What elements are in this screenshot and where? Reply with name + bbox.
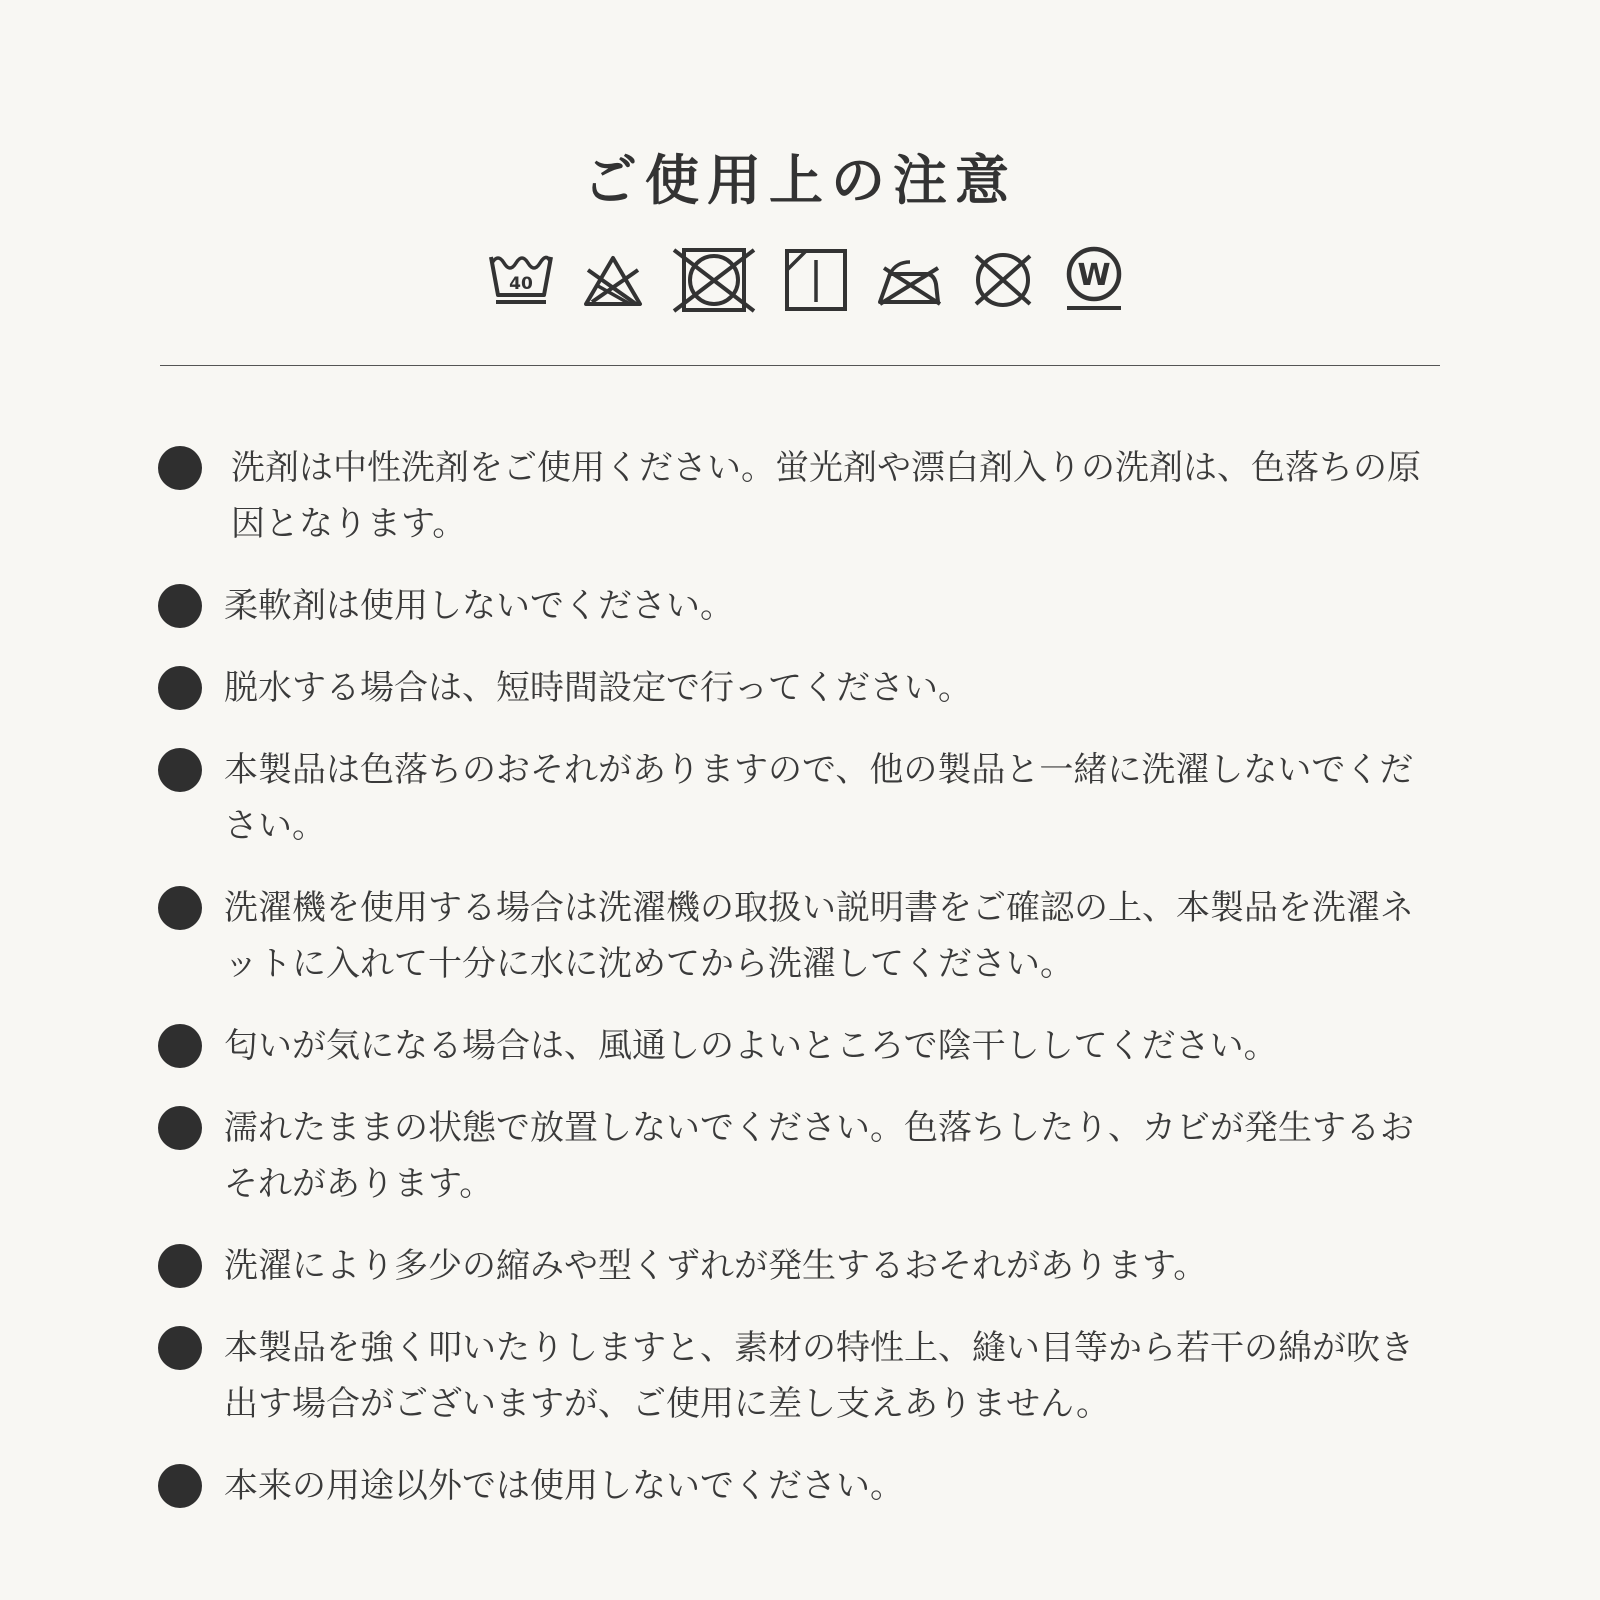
note-text: 洗剤は中性洗剤をご使用ください。蛍光剤や漂白剤入りの洗剤は、色落ちの原因となります。 bbox=[231, 448, 1421, 544]
bullet-icon bbox=[158, 1326, 202, 1370]
note-text: 本製品を強く叩いたりしますと、素材の特性上、縫い目等から若干の綿が吹き出す場合がございますが、ご使用に差し支えありません。 bbox=[224, 1328, 1414, 1424]
list-item bbox=[158, 742, 1442, 854]
bullet-icon bbox=[158, 886, 202, 930]
wash-temperature-label: 40 bbox=[509, 274, 533, 294]
list-item bbox=[158, 880, 1442, 992]
list-item bbox=[158, 1320, 1442, 1432]
no-tumble-dry-icon bbox=[672, 247, 756, 313]
list-item bbox=[158, 1100, 1442, 1212]
page-title: ご使用上の注意 bbox=[583, 148, 1017, 213]
note-text: 柔軟剤は使用しないでください。 bbox=[224, 586, 734, 626]
wet-clean-label: W bbox=[1077, 258, 1111, 293]
list-item bbox=[158, 440, 1442, 552]
no-bleach-icon bbox=[582, 252, 644, 308]
wet-clean-icon bbox=[1064, 246, 1124, 314]
care-symbols bbox=[488, 246, 1152, 314]
note-text: 洗濯機を使用する場合は洗濯機の取扱い説明書をご確認の上、本製品を洗濯ネットに入れて十分に水に沈めてから洗濯してください。 bbox=[224, 888, 1414, 984]
bullet-icon bbox=[158, 584, 202, 628]
note-text: 脱水する場合は、短時間設定で行ってください。 bbox=[224, 668, 972, 708]
notes-list bbox=[158, 440, 1442, 1540]
bullet-icon bbox=[158, 1024, 202, 1068]
note-text: 濡れたままの状態で放置しないでください。色落ちしたり、カビが発生するおそれがあります。 bbox=[224, 1108, 1414, 1204]
note-text: 本来の用途以外では使用しないでください。 bbox=[224, 1466, 904, 1506]
note-text: 匂いが気になる場合は、風通しのよいところで陰干ししてください。 bbox=[224, 1026, 1278, 1066]
bullet-icon bbox=[158, 1106, 202, 1150]
list-item bbox=[158, 1238, 1442, 1294]
note-text: 洗濯により多少の縮みや型くずれが発生するおそれがあります。 bbox=[224, 1246, 1208, 1286]
no-iron-icon bbox=[876, 254, 942, 306]
bullet-icon bbox=[158, 446, 202, 490]
line-dry-shade-icon bbox=[784, 248, 848, 312]
bullet-icon bbox=[158, 666, 202, 710]
bullet-icon bbox=[158, 1244, 202, 1288]
bullet-icon bbox=[158, 748, 202, 792]
no-dry-clean-icon bbox=[970, 250, 1036, 310]
list-item bbox=[158, 578, 1442, 634]
note-text: 本製品は色落ちのおそれがありますので、他の製品と一緒に洗濯しないでください。 bbox=[224, 750, 1414, 846]
list-item bbox=[158, 1458, 1442, 1514]
wash-40-icon bbox=[488, 249, 554, 311]
bullet-icon bbox=[158, 1464, 202, 1508]
divider bbox=[160, 365, 1440, 366]
list-item bbox=[158, 1018, 1442, 1074]
list-item bbox=[158, 660, 1442, 716]
